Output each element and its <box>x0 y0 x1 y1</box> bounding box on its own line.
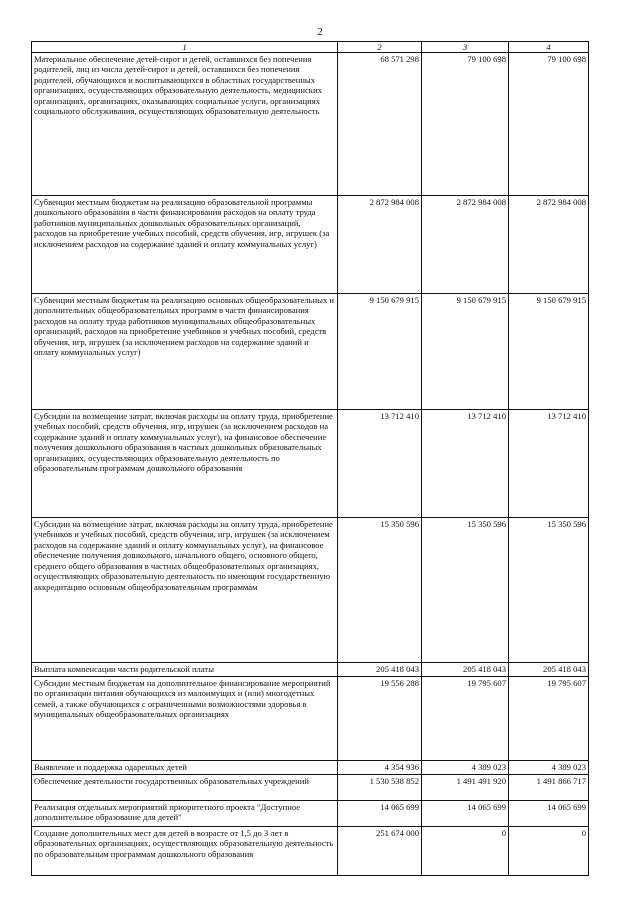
table-row <box>32 775 589 801</box>
value-col-2: 4 354 936 <box>338 761 422 775</box>
column-header: 1 <box>32 42 338 53</box>
value-col-3: 2 872 984 008 <box>422 196 509 294</box>
column-header: 4 <box>509 42 589 53</box>
value-col-3: 13 712 410 <box>422 410 509 518</box>
column-header: 3 <box>422 42 509 53</box>
row-description: Субвенции местным бюджетам на реализацию основных общеобразовательных и дополнительных общеобразовательных программ в части финансирования расходов на оплату труда работников муниципальных общеобразовательных организаций, расходов на приобретение учебников и учебных пособий, средств обучения, игр, игрушек (за исключением расходов на содержание зданий и оплату коммунальных услуг) <box>32 294 338 410</box>
table-row <box>32 410 589 518</box>
value-col-2: 68 571 298 <box>338 53 422 196</box>
column-header: 2 <box>338 42 422 53</box>
value-col-2: 2 872 984 008 <box>338 196 422 294</box>
value-col-4: 1 491 866 717 <box>509 775 589 801</box>
value-col-4: 2 872 984 008 <box>509 196 589 294</box>
table-row <box>32 677 589 761</box>
value-col-4: 205 418 043 <box>509 663 589 677</box>
value-col-3: 1 491 491 920 <box>422 775 509 801</box>
table-row <box>32 827 589 876</box>
value-col-4: 15 350 596 <box>509 518 589 663</box>
value-col-3: 4 389 023 <box>422 761 509 775</box>
row-description: Выплата компенсации части родительской платы <box>32 663 338 677</box>
table-row <box>32 761 589 775</box>
table-header-row <box>32 42 589 53</box>
row-description: Выявление и поддержка одаренных детей <box>32 761 338 775</box>
table-row <box>32 518 589 663</box>
value-col-3: 9 150 679 915 <box>422 294 509 410</box>
value-col-2: 14 065 699 <box>338 801 422 827</box>
row-description: Субсидии на возмещение затрат, включая расходы на оплату труда, приобретение учебников и учебных пособий, средств обучения, игр, игрушек (за исключением расходов на содержание зданий и оплату коммунальных услуг), на финансовое обеспечение получения дошкольного, начального общего, основного общего, среднего общего образования в частных общеобразовательных организациях, осуществляющих образовательную деятельность по имеющим государственную аккредитацию основным общеобразовательным программам <box>32 518 338 663</box>
budget-table <box>31 41 589 876</box>
value-col-4: 79 100 698 <box>509 53 589 196</box>
value-col-4: 0 <box>509 827 589 876</box>
value-col-2: 205 418 043 <box>338 663 422 677</box>
value-col-2: 9 150 679 915 <box>338 294 422 410</box>
row-description: Реализация отдельных мероприятий приоритетного проекта "Доступное дополнительное образование для детей" <box>32 801 338 827</box>
value-col-3: 205 418 043 <box>422 663 509 677</box>
row-description: Обеспечение деятельности государственных образовательных учреждений <box>32 775 338 801</box>
value-col-4: 19 795 607 <box>509 677 589 761</box>
value-col-2: 251 674 000 <box>338 827 422 876</box>
table-row <box>32 53 589 196</box>
value-col-2: 1 530 538 852 <box>338 775 422 801</box>
row-description: Создание дополнительных мест для детей в возрасте от 1,5 до 3 лет в образовательных организациях, осуществляющих образовательную деятельность по образовательным программам дошкольного образования <box>32 827 338 876</box>
value-col-4: 4 389 023 <box>509 761 589 775</box>
page-number: 2 <box>317 26 323 38</box>
row-description: Материальное обеспечение детей-сирот и детей, оставшихся без попечения родителей, лиц из числа детей-сирот и детей, оставшихся без попечения родителей, обучающихся и воспитывающихся в областных государственных организациях, осуществляющих образовательную деятельность, медицинских организациях, организациях, оказывающих социальные услуги, организациях социального обслуживания, осуществляющих образовательную деятельность <box>32 53 338 196</box>
value-col-2: 19 556 288 <box>338 677 422 761</box>
value-col-3: 0 <box>422 827 509 876</box>
row-description: Субсидии местным бюджетам на дополнительное финансирование мероприятий по организации питания обучающихся из малоимущих и (или) многодетных семей, а также обучающихся с ограниченными возможностями здоровья в муниципальных общеобразовательных организациях <box>32 677 338 761</box>
table-row <box>32 196 589 294</box>
value-col-2: 15 350 596 <box>338 518 422 663</box>
row-description: Субсидии на возмещение затрат, включая расходы на оплату труда, приобретение учебных пособий, средств обучения, игр, игрушек (за исключением расходов на содержание зданий и оплату коммунальных услуг), на финансовое обеспечение получения дошкольного образования в частных дошкольных образовательных организациях, осуществляющих образовательную деятельность по образовательным программам дошкольного образования <box>32 410 338 518</box>
table-row <box>32 294 589 410</box>
table-body <box>32 53 589 876</box>
value-col-4: 13 712 410 <box>509 410 589 518</box>
value-col-3: 79 100 698 <box>422 53 509 196</box>
value-col-3: 15 350 596 <box>422 518 509 663</box>
row-description: Субвенции местным бюджетам на реализацию образовательной программы дошкольного образования в части финансирования расходов на оплату труда работников муниципальных дошкольных образовательных организаций, расходов на приобретение учебных пособий, средств обучения, игр, игрушек (за исключением расходов на содержание зданий и оплату коммунальных услуг) <box>32 196 338 294</box>
value-col-4: 9 150 679 915 <box>509 294 589 410</box>
table-row <box>32 663 589 677</box>
value-col-3: 14 065 699 <box>422 801 509 827</box>
value-col-3: 19 795 607 <box>422 677 509 761</box>
value-col-2: 13 712 410 <box>338 410 422 518</box>
table-row <box>32 801 589 827</box>
value-col-4: 14 065 699 <box>509 801 589 827</box>
